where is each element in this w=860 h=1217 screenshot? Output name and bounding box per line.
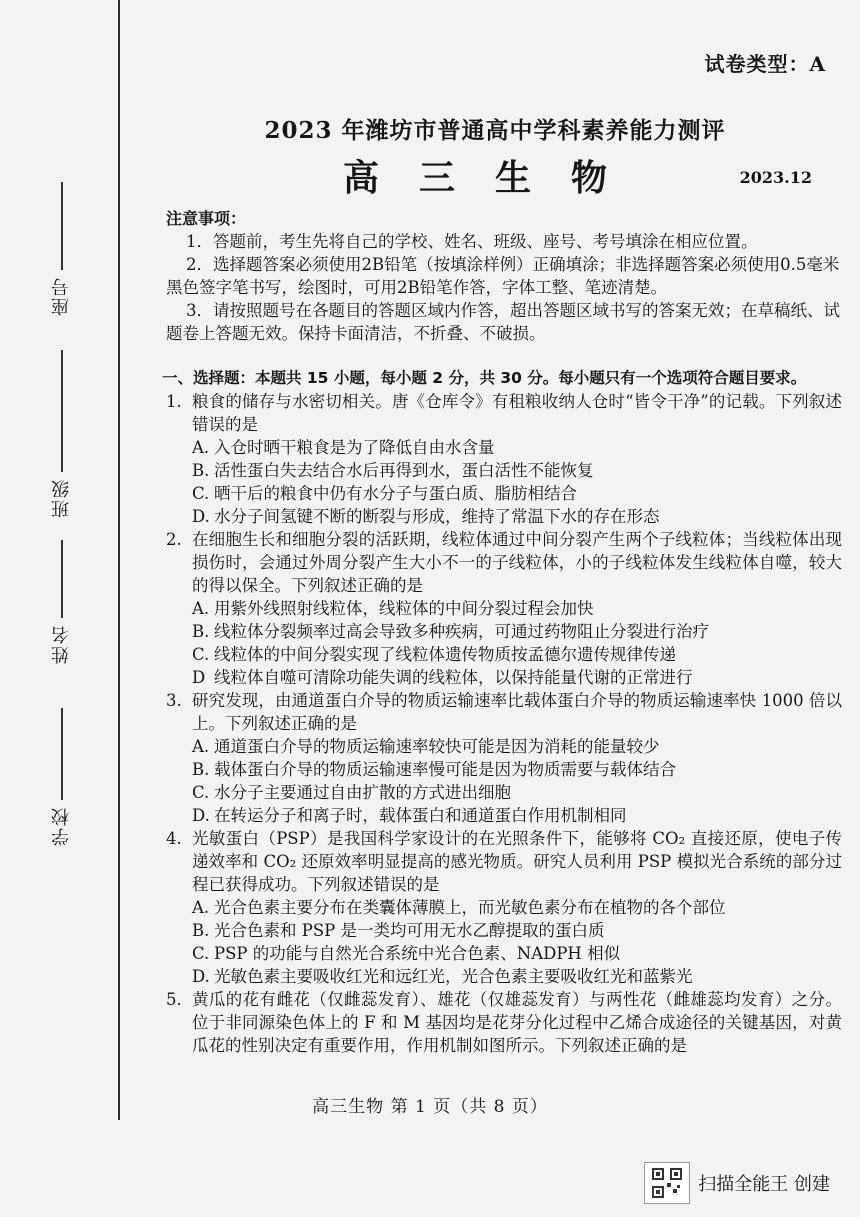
option-text: 载体蛋白介导的物质运输速率慢可能是因为物质需要与载体结合: [214, 760, 676, 779]
notice-item-2: 2．选择题答案必须使用2B铅笔（按填涂样例）正确填涂；非选择题答案必须使用0.5毫米黑色签字笔书写，绘图时，可用2B铅笔作答，字体工整、笔迹清楚。: [166, 255, 840, 297]
school-label: 学校: [51, 806, 72, 846]
question-stem: 研究发现，由通道蛋白介导的物质运输速率比载体蛋白介导的物质运输速率快 1000 倍以上。下列叙述正确的是: [192, 691, 842, 733]
option-text: 光合色素主要分布在类囊体薄膜上，而光敏色素分布在植物的各个部位: [214, 898, 726, 917]
question-3: [166, 689, 842, 735]
seat-field[interactable]: [42, 182, 82, 322]
question-number: 1.: [166, 392, 182, 411]
option-text: PSP 的功能与自然光合系统中光合色素、NADPH 相似: [214, 944, 621, 963]
exam-content: [162, 207, 842, 1057]
question-stem: 黄瓜的花有雌花（仅雌蕊发育）、雄花（仅雄蕊发育）与两性花（雌雄蕊均发育）之分。位于非同源染色体上的 F 和 M 基因均是花芽分化过程中乙烯合成途径的关键基因，对黄瓜花的性别决定有重要作用，作用机制如图所示。下列叙述正确的是: [192, 990, 842, 1055]
option-letter: B.: [192, 622, 210, 641]
option-letter: D: [192, 668, 206, 687]
option-letter: B.: [192, 461, 210, 480]
option: [166, 919, 842, 942]
option-letter: C.: [192, 484, 210, 503]
seat-underline: [61, 182, 63, 270]
scanner-label: 扫描全能王 创建: [698, 1174, 830, 1195]
class-label: 班级: [51, 478, 72, 518]
option: [166, 620, 842, 643]
question-1: [166, 390, 842, 436]
name-underline: [61, 540, 63, 618]
school-field[interactable]: [42, 708, 82, 852]
option-text: 通道蛋白介导的物质运输速率较快可能是因为消耗的能量较少: [214, 737, 660, 756]
option: [166, 482, 842, 505]
option: [166, 643, 842, 666]
question-stem: 光敏蛋白（PSP）是我国科学家设计的在光照条件下，能够将 CO₂ 直接还原，使电子传递效率和 CO₂ 还原效率明显提高的感光物质。研究人员利用 PSP 模拟光合系统的部分过程已获得成功。下列叙述错误的是: [192, 829, 842, 894]
option-letter: C.: [192, 645, 210, 664]
qr-code-icon: [644, 1162, 690, 1204]
option-text: 线粒体的中间分裂实现了线粒体遗传物质按孟德尔遗传规律传递: [214, 645, 676, 664]
option: [166, 597, 842, 620]
question-number: 4.: [166, 829, 182, 848]
notice-item-3: 3．请按照题号在各题目的答题区域内作答，超出答题区域书写的答案无效；在草稿纸、试题卷上答题无效。保持卡面清洁，不折叠、不破损。: [166, 301, 840, 343]
question-number: 2.: [166, 530, 182, 549]
binding-margin-line: [118, 0, 120, 1120]
option-text: 光合色素和 PSP 是一类均可用无水乙醇提取的蛋白质: [214, 921, 605, 940]
option: [166, 758, 842, 781]
option-text: 入仓时晒干粮食是为了降低自由水含量: [214, 438, 495, 457]
question-4: [166, 827, 842, 896]
question-5: [166, 988, 842, 1057]
name-label: 姓名: [51, 624, 72, 664]
option-text: 活性蛋白失去结合水后再得到水，蛋白活性不能恢复: [214, 461, 594, 480]
option: [166, 436, 842, 459]
question-number: 3.: [166, 691, 182, 710]
scanner-watermark: [644, 1162, 830, 1204]
option-text: 线粒体自噬可清除功能失调的线粒体，以保持能量代谢的正常进行: [214, 668, 693, 687]
page-footer: 高三生物 第 1 页（共 8 页）: [312, 1097, 548, 1117]
option-text: 线粒体分裂频率过高会导致多种疾病，可通过药物阻止分裂进行治疗: [214, 622, 709, 641]
option-letter: D.: [192, 967, 210, 986]
name-field[interactable]: [42, 540, 82, 670]
subject-title: 高三生物: [342, 157, 647, 199]
option-text: 用紫外线照射线粒体，线粒体的中间分裂过程会加快: [214, 599, 594, 618]
question-stem: 粮食的储存与水密切相关。唐《仓库令》有租粮收纳人仓时“皆令干净”的记载。下列叙述错误的是: [192, 392, 842, 434]
option: [166, 735, 842, 758]
option-letter: C.: [192, 783, 210, 802]
option: [166, 896, 842, 919]
option-letter: B.: [192, 921, 210, 940]
option: [166, 459, 842, 482]
question-number: 5.: [166, 990, 182, 1009]
option: [166, 666, 842, 689]
option-text: 晒干后的粮食中仍有水分子与蛋白质、脂肪相结合: [214, 484, 577, 503]
notice-item-1: 1．答题前，考生先将自己的学校、姓名、班级、座号、考号填涂在相应位置。: [186, 232, 758, 251]
class-field[interactable]: [42, 350, 82, 524]
class-underline: [61, 350, 63, 472]
option-text: 光敏色素主要吸收红光和远红光，光合色素主要吸收红光和蓝紫光: [214, 967, 693, 986]
option-letter: A.: [192, 898, 210, 917]
seat-label: 座号: [51, 276, 72, 316]
section-heading: 一、选择题：本题共 15 小题，每小题 2 分，共 30 分。每小题只有一个选项符合题目要求。: [162, 369, 807, 387]
option-letter: A.: [192, 438, 210, 457]
option-letter: D.: [192, 806, 210, 825]
option: [166, 942, 842, 965]
option-text: 水分子主要通过自由扩散的方式进出细胞: [214, 783, 511, 802]
paper-type: 试卷类型：A: [704, 52, 826, 76]
option: [166, 804, 842, 827]
school-underline: [61, 708, 63, 800]
page-title: 2023 年潍坊市普通高中学科素养能力测评: [264, 117, 726, 144]
option: [166, 505, 842, 528]
option-letter: D.: [192, 507, 210, 526]
option-letter: A.: [192, 737, 210, 756]
option-letter: A.: [192, 599, 210, 618]
notice-title: 注意事项：: [166, 209, 247, 228]
question-stem: 在细胞生长和细胞分裂的活跃期，线粒体通过中间分裂产生两个子线粒体；当线粒体出现损伤时，会通过外周分裂产生大小不一的子线粒体，小的子线粒体发生线粒体自噬，较大的得以保全。下列叙述正确的是: [192, 530, 842, 595]
option-text: 在转运分子和离子时，载体蛋白和通道蛋白作用机制相同: [214, 806, 627, 825]
option: [166, 781, 842, 804]
question-2: [166, 528, 842, 597]
option-letter: B.: [192, 760, 210, 779]
exam-date: 2023.12: [739, 168, 812, 187]
option-text: 水分子间氢键不断的断裂与形成，维持了常温下水的存在形态: [214, 507, 660, 526]
option: [166, 965, 842, 988]
option-letter: C.: [192, 944, 210, 963]
